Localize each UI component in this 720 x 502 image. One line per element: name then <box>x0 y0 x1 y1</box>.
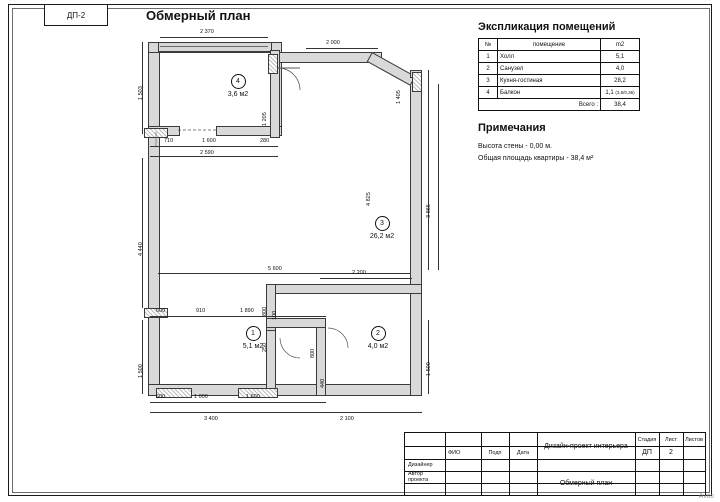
dim-1503: 1 503 <box>138 86 144 100</box>
header-num: № <box>479 39 498 51</box>
room-marker-3: 3 <box>375 216 390 231</box>
dim-800: 800 <box>262 306 268 316</box>
dim-bot-1000: 1 000 <box>194 394 208 400</box>
dim-100: 100 <box>272 310 278 320</box>
explication-title: Экспликация помещений <box>478 21 616 33</box>
dim-910: 910 <box>196 308 206 314</box>
cell-area-value: 1,1 <box>605 89 614 96</box>
dim-bot-3400: 3 400 <box>204 416 218 422</box>
room-marker-4: 4 <box>231 74 246 89</box>
table-row <box>479 75 640 87</box>
dim-left-1500: 1 500 <box>138 364 144 378</box>
header-name: помещение <box>498 39 601 51</box>
dim-line-mid-row <box>150 316 326 317</box>
header-area: m2 <box>601 39 640 51</box>
room-area-1: 5,1 м2 <box>242 343 264 350</box>
dim-800b: 800 <box>310 348 316 358</box>
dim-line-row-2590 <box>150 146 278 147</box>
notes-block <box>478 141 593 165</box>
dim-line-bottom <box>150 402 326 403</box>
room-marker-1: 1 <box>246 326 261 341</box>
tb-data: Дата <box>516 449 530 456</box>
cell-num: 4 <box>479 87 498 99</box>
dim-1205: 1 205 <box>262 112 268 126</box>
table-row <box>479 63 640 75</box>
dim-250: 250 <box>262 342 268 352</box>
dim-280: 280 <box>260 138 270 144</box>
dim-1890: 1 890 <box>240 308 254 314</box>
tb-podp: Подп <box>488 449 502 456</box>
room-area-2: 4,0 м2 <box>367 343 389 350</box>
dim-line-left-v3 <box>142 320 143 394</box>
room-area-4: 3,6 м2 <box>227 91 249 98</box>
cell-name: Холл <box>498 51 601 63</box>
dim-3865: 3 865 <box>426 204 432 218</box>
tb-author: Автор проекта <box>408 471 429 483</box>
watermark: Avito <box>698 493 714 500</box>
notes-title: Примечания <box>478 122 546 134</box>
table-total-row <box>479 99 640 111</box>
total-label: Всего : <box>479 99 601 111</box>
cell-area: 5,1 <box>601 51 640 63</box>
dim-bot-600: 600 <box>156 394 166 400</box>
dim-line-row-lower <box>150 156 278 157</box>
cell-area: 28,2 <box>601 75 640 87</box>
dim-line-right-v3 <box>428 320 429 394</box>
floor-plan <box>120 28 450 422</box>
dim-line-5600 <box>158 273 410 274</box>
tb-project: Дизайн-проект интерьера <box>544 442 628 450</box>
dim-line-top-balcony <box>160 37 268 38</box>
cell-name: Кухня-гостиная <box>498 75 601 87</box>
dim-bot-1600: 1 600 <box>246 394 260 400</box>
sheet-stamp <box>44 4 108 26</box>
table-header-row <box>479 39 640 51</box>
dim-line-top-right <box>306 48 378 49</box>
dim-line-right-v <box>428 70 429 270</box>
cell-name: Балкон <box>498 87 601 99</box>
tb-list-value: 2 <box>669 449 673 456</box>
dim-4825: 4 825 <box>366 192 372 206</box>
dim-1405: 1 405 <box>396 90 402 104</box>
cell-num: 3 <box>479 75 498 87</box>
cell-num: 1 <box>479 51 498 63</box>
total-value: 38,4 <box>601 99 640 111</box>
dim-line-bottom-total <box>150 412 422 413</box>
dim-right-1500: 1 500 <box>426 362 432 376</box>
tb-designer: Дизайнер <box>408 462 433 468</box>
tb-stadia-label: Стадия <box>637 436 657 443</box>
tb-stadia-value: ДП <box>642 449 652 456</box>
sheet-stamp-label: ДП-2 <box>66 10 86 20</box>
table-row <box>479 87 640 99</box>
dim-5600: 5 600 <box>268 266 282 272</box>
note-line: Высота стены - 0,00 м. <box>478 143 552 150</box>
table-row <box>479 51 640 63</box>
room-label-2 <box>356 326 400 352</box>
dim-top-balcony: 2 370 <box>200 29 214 35</box>
dim-bot-2100: 2 100 <box>340 416 354 422</box>
cell-num: 2 <box>479 63 498 75</box>
cell-area-note: (3,6/0,36) <box>615 89 635 95</box>
dim-line-2200 <box>320 278 412 279</box>
room-marker-2: 2 <box>371 326 386 341</box>
title-block <box>404 432 706 496</box>
room-label-3 <box>358 216 406 242</box>
cell-area: 4,0 <box>601 63 640 75</box>
room-label-1 <box>230 326 276 352</box>
dim-line-left-v2 <box>142 158 143 308</box>
room-area-3: 26,2 м2 <box>369 233 395 240</box>
tb-fio: ФИО <box>448 449 461 456</box>
dim-top-right: 2 000 <box>326 40 340 46</box>
dim-line-right-v2 <box>438 84 439 270</box>
dim-600a: 600 <box>156 308 166 314</box>
dim-4440: 4 440 <box>138 242 144 256</box>
dim-440: 440 <box>320 378 326 388</box>
dim-2590: 2 590 <box>200 150 214 156</box>
explication-table <box>478 38 640 111</box>
tb-list-label: Лист <box>665 436 677 443</box>
cell-name: Санузел <box>498 63 601 75</box>
note-line: Общая площадь квартиры - 38,4 м² <box>478 155 594 162</box>
tb-sheet-name: Обмерный план <box>559 479 613 487</box>
dim-2200: 2 200 <box>352 270 366 276</box>
tb-listov-value <box>683 446 705 459</box>
dim-1600: 1 600 <box>202 138 216 144</box>
page-title: Обмерный план <box>146 8 251 23</box>
room-label-4 <box>218 74 258 100</box>
tb-listov-label: Листов <box>685 436 703 443</box>
cell-area <box>601 87 640 99</box>
dim-710: 710 <box>164 138 174 144</box>
